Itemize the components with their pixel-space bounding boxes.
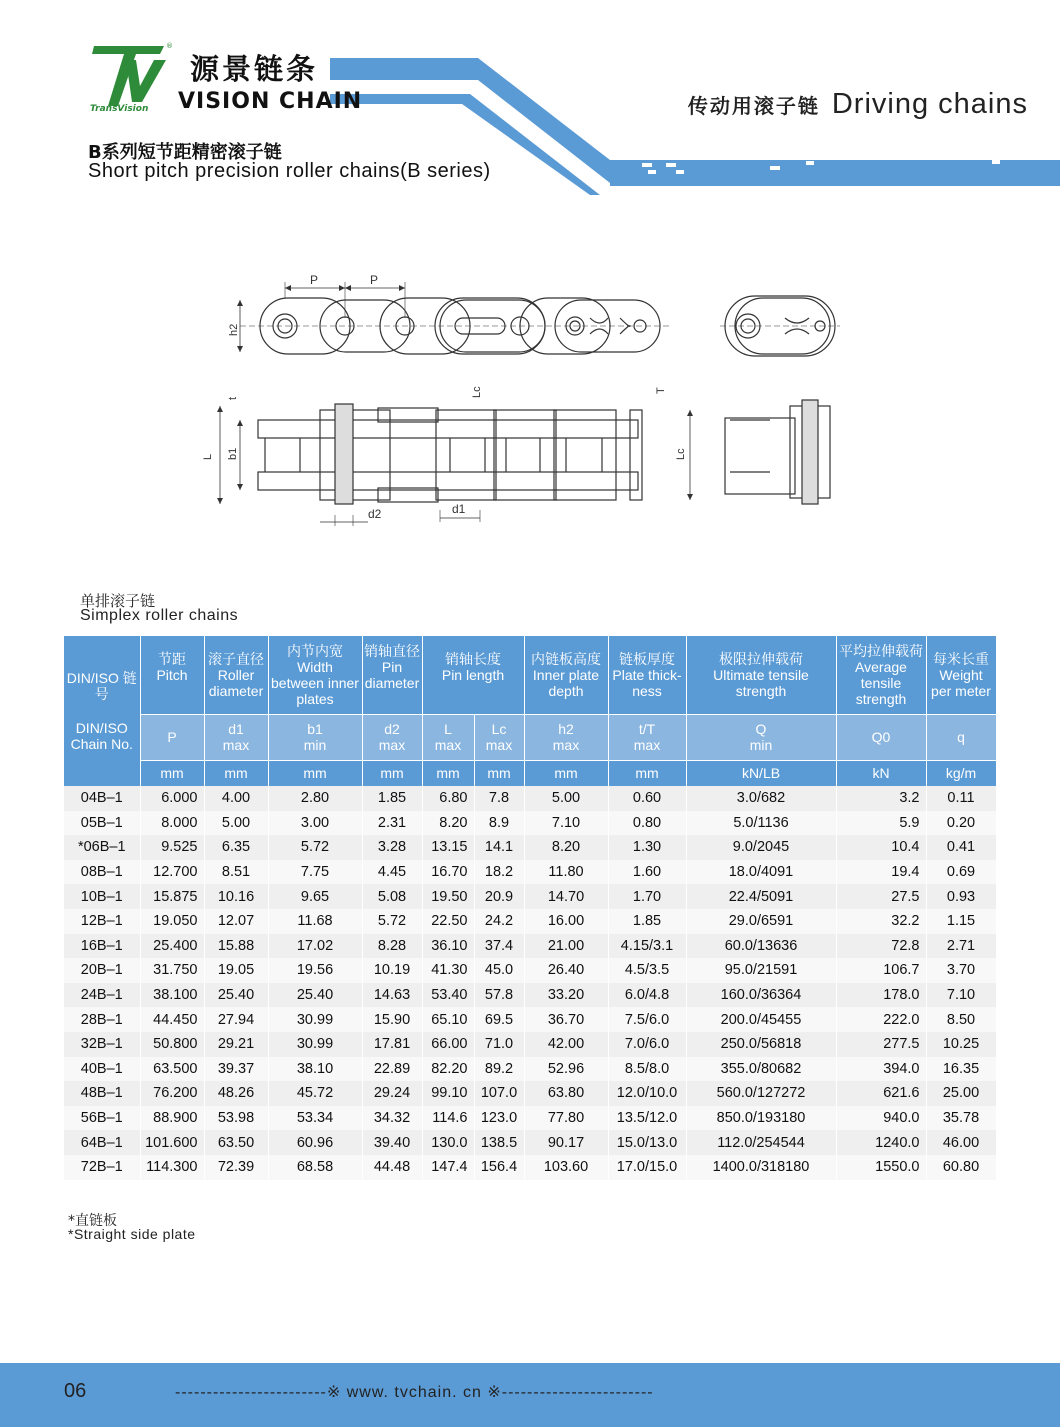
label-L: L: [202, 453, 214, 460]
table-cell: 8.5/8.0: [608, 1057, 686, 1082]
table-cell: 138.5: [474, 1130, 524, 1155]
table-caption-en: Simplex roller chains: [80, 607, 239, 624]
header-pin-length: 销轴长度 Pin length: [422, 636, 524, 714]
table-cell: 112.0/254544: [686, 1130, 836, 1155]
sym-L: L max: [422, 714, 474, 760]
table-cell: 21.00: [524, 934, 608, 959]
table-cell: 106.7: [836, 958, 926, 983]
table-cell: 19.050: [140, 909, 204, 934]
table-cell: 147.4: [422, 1155, 474, 1180]
table-cell: 89.2: [474, 1057, 524, 1082]
table-cell: 1.30: [608, 835, 686, 860]
table-cell: 31.750: [140, 958, 204, 983]
table-cell: *06B–1: [64, 835, 140, 860]
table-cell: 5.00: [204, 811, 268, 836]
table-cell: 38.100: [140, 983, 204, 1008]
table-cell: 46.00: [926, 1130, 996, 1155]
table-row: [64, 983, 996, 1008]
note-cn: *直链板: [68, 1213, 117, 1229]
table-cell: 1.85: [362, 786, 422, 811]
table-cell: 19.56: [268, 958, 362, 983]
label-d1: d1: [452, 502, 466, 516]
table-cell: 60.96: [268, 1130, 362, 1155]
table-cell: 8.51: [204, 860, 268, 885]
table-cell: 940.0: [836, 1106, 926, 1131]
table-cell: 26.40: [524, 958, 608, 983]
table-cell: 22.50: [422, 909, 474, 934]
table-cell: 45.0: [474, 958, 524, 983]
table-cell: 7.0/6.0: [608, 1032, 686, 1057]
table-cell: 32B–1: [64, 1032, 140, 1057]
table-cell: 12.07: [204, 909, 268, 934]
label-T: T: [655, 387, 667, 394]
table-cell: 17.0/15.0: [608, 1155, 686, 1180]
table-cell: 1240.0: [836, 1130, 926, 1155]
table-cell: 72B–1: [64, 1155, 140, 1180]
table-row: [64, 1081, 996, 1106]
table-cell: 34.32: [362, 1106, 422, 1131]
table-cell: 95.0/21591: [686, 958, 836, 983]
table-row: [64, 934, 996, 959]
table-row: [64, 835, 996, 860]
table-cell: 60.0/13636: [686, 934, 836, 959]
table-cell: 56B–1: [64, 1106, 140, 1131]
chain-top-view: [228, 273, 670, 354]
table-cell: 156.4: [474, 1155, 524, 1180]
table-cell: 65.10: [422, 1007, 474, 1032]
table-cell: 40B–1: [64, 1057, 140, 1082]
table-cell: 8.20: [524, 835, 608, 860]
header-category: [688, 88, 1028, 121]
unit-d1: mm: [204, 760, 268, 786]
table-cell: 8.000: [140, 811, 204, 836]
table-cell: 36.70: [524, 1007, 608, 1032]
table-cell: 7.8: [474, 786, 524, 811]
table-cell: 9.0/2045: [686, 835, 836, 860]
table-cell: 25.40: [204, 983, 268, 1008]
table-cell: 560.0/127272: [686, 1081, 836, 1106]
table-row: [64, 1155, 996, 1180]
header-width: 内节内宽 Width between inner plates: [268, 636, 362, 714]
header-plate-thickness: 链板厚度 Plate thick-ness: [608, 636, 686, 714]
table-cell: 15.875: [140, 884, 204, 909]
brand-name-en: VISION CHAIN: [178, 89, 363, 114]
table-cell: 13.5/12.0: [608, 1106, 686, 1131]
table-cell: 24B–1: [64, 983, 140, 1008]
table-cell: 0.60: [608, 786, 686, 811]
table-cell: 0.11: [926, 786, 996, 811]
table-cell: 52.96: [524, 1057, 608, 1082]
table-cell: 30.99: [268, 1007, 362, 1032]
chain-diagram: [190, 260, 850, 540]
table-cell: 18.0/4091: [686, 860, 836, 885]
table-cell: 33.20: [524, 983, 608, 1008]
table-cell: 6.0/4.8: [608, 983, 686, 1008]
table-cell: 35.78: [926, 1106, 996, 1131]
sym-Lc: Lc max: [474, 714, 524, 760]
sym-P: P: [140, 714, 204, 760]
table-cell: 2.31: [362, 811, 422, 836]
table-cell: 0.20: [926, 811, 996, 836]
table-cell: 25.00: [926, 1081, 996, 1106]
table-row: [64, 1032, 996, 1057]
table-cell: 29.0/6591: [686, 909, 836, 934]
table-cell: 1400.0/318180: [686, 1155, 836, 1180]
table-cell: 394.0: [836, 1057, 926, 1082]
table-row: [64, 811, 996, 836]
header-average-strength: 平均拉伸载荷 Average tensile strength: [836, 636, 926, 714]
table-cell: 24.2: [474, 909, 524, 934]
table-cell: 1550.0: [836, 1155, 926, 1180]
table-cell: 13.15: [422, 835, 474, 860]
header-roller-diameter: 滚子直径 Roller diameter: [204, 636, 268, 714]
table-cell: 36.10: [422, 934, 474, 959]
chain-side-view: [202, 386, 830, 526]
table-cell: 0.80: [608, 811, 686, 836]
table-cell: 63.50: [204, 1130, 268, 1155]
sym-q: q: [926, 714, 996, 760]
table-cell: 9.65: [268, 884, 362, 909]
table-cell: 20B–1: [64, 958, 140, 983]
table-cell: 22.4/5091: [686, 884, 836, 909]
table-cell: 5.72: [362, 909, 422, 934]
table-cell: 3.0/682: [686, 786, 836, 811]
table-cell: 16B–1: [64, 934, 140, 959]
unit-Q: kN/LB: [686, 760, 836, 786]
chain-end-view: [720, 296, 840, 356]
table-cell: 16.70: [422, 860, 474, 885]
spec-table: [64, 636, 997, 1180]
table-cell: 53.98: [204, 1106, 268, 1131]
table-cell: 42.00: [524, 1032, 608, 1057]
table-cell: 69.5: [474, 1007, 524, 1032]
table-cell: 4.45: [362, 860, 422, 885]
table-cell: 3.28: [362, 835, 422, 860]
table-cell: 0.69: [926, 860, 996, 885]
table-cell: 63.80: [524, 1081, 608, 1106]
table-cell: 28B–1: [64, 1007, 140, 1032]
label-Lc: Lc: [471, 386, 483, 398]
table-cell: 0.93: [926, 884, 996, 909]
table-cell: 8.50: [926, 1007, 996, 1032]
table-cell: 123.0: [474, 1106, 524, 1131]
table-cell: 10.16: [204, 884, 268, 909]
sym-h2: h2 max: [524, 714, 608, 760]
table-cell: 76.200: [140, 1081, 204, 1106]
sym-tT: t/T max: [608, 714, 686, 760]
table-cell: 6.000: [140, 786, 204, 811]
table-cell: 850.0/193180: [686, 1106, 836, 1131]
table-cell: 99.10: [422, 1081, 474, 1106]
table-cell: 3.2: [836, 786, 926, 811]
table-cell: 6.35: [204, 835, 268, 860]
table-cell: 71.0: [474, 1032, 524, 1057]
table-cell: 19.4: [836, 860, 926, 885]
table-cell: 10B–1: [64, 884, 140, 909]
label-Lc-right: Lc: [675, 448, 687, 460]
brand-logo: [88, 40, 173, 114]
table-cell: 0.41: [926, 835, 996, 860]
table-cell: 12B–1: [64, 909, 140, 934]
table-cell: 15.0/13.0: [608, 1130, 686, 1155]
label-b1: b1: [227, 447, 239, 460]
table-cell: 160.0/36364: [686, 983, 836, 1008]
sym-Q0: Q0: [836, 714, 926, 760]
sym-d1: d1 max: [204, 714, 268, 760]
label-d2: d2: [368, 507, 382, 521]
table-cell: 5.08: [362, 884, 422, 909]
table-cell: 4.5/3.5: [608, 958, 686, 983]
sym-d2: d2 max: [362, 714, 422, 760]
table-cell: 72.8: [836, 934, 926, 959]
table-cell: 1.70: [608, 884, 686, 909]
table-cell: 130.0: [422, 1130, 474, 1155]
table-cell: 72.39: [204, 1155, 268, 1180]
table-cell: 32.2: [836, 909, 926, 934]
table-cell: 621.6: [836, 1081, 926, 1106]
table-cell: 39.37: [204, 1057, 268, 1082]
table-cell: 22.89: [362, 1057, 422, 1082]
unit-tT: mm: [608, 760, 686, 786]
footer-website[interactable]: ------------------------※ www. tvchain. cn ※------------------------: [175, 1384, 654, 1401]
header-plate-depth: 内链板高度 Inner plate depth: [524, 636, 608, 714]
table-cell: 7.75: [268, 860, 362, 885]
table-cell: 7.10: [926, 983, 996, 1008]
table-cell: 3.70: [926, 958, 996, 983]
table-cell: 2.71: [926, 934, 996, 959]
table-cell: 4.15/3.1: [608, 934, 686, 959]
table-cell: 57.8: [474, 983, 524, 1008]
table-cell: 82.20: [422, 1057, 474, 1082]
table-cell: 63.500: [140, 1057, 204, 1082]
table-cell: 1.60: [608, 860, 686, 885]
table-row: [64, 860, 996, 885]
header-pitch: 节距 Pitch: [140, 636, 204, 714]
table-cell: 11.68: [268, 909, 362, 934]
header-ultimate-strength: 极限拉伸载荷 Ultimate tensile strength: [686, 636, 836, 714]
table-caption-cn: 单排滚子链: [80, 592, 156, 610]
table-cell: 2.80: [268, 786, 362, 811]
sym-Q: Q min: [686, 714, 836, 760]
table-cell: 3.00: [268, 811, 362, 836]
header-pin-diameter: 销轴直径 Pin diameter: [362, 636, 422, 714]
table-cell: 114.6: [422, 1106, 474, 1131]
table-cell: 277.5: [836, 1032, 926, 1057]
table-cell: 17.81: [362, 1032, 422, 1057]
table-cell: 9.525: [140, 835, 204, 860]
table-cell: 7.10: [524, 811, 608, 836]
table-cell: 4.00: [204, 786, 268, 811]
table-cell: 50.800: [140, 1032, 204, 1057]
unit-b1: mm: [268, 760, 362, 786]
table-cell: 64B–1: [64, 1130, 140, 1155]
table-cell: 18.2: [474, 860, 524, 885]
header-chain-no-cn: DIN/ISO 链号: [66, 670, 137, 702]
table-cell: 37.4: [474, 934, 524, 959]
table-row: [64, 786, 996, 811]
table-cell: 04B–1: [64, 786, 140, 811]
table-cell: 16.35: [926, 1057, 996, 1082]
table-cell: 8.9: [474, 811, 524, 836]
table-cell: 103.60: [524, 1155, 608, 1180]
table-cell: 355.0/80682: [686, 1057, 836, 1082]
table-cell: 8.20: [422, 811, 474, 836]
table-cell: 178.0: [836, 983, 926, 1008]
section-title-cn: B系列短节距精密滚子链: [88, 142, 282, 163]
header-chain-no: [64, 636, 140, 786]
table-cell: 5.9: [836, 811, 926, 836]
table-cell: 38.10: [268, 1057, 362, 1082]
unit-Q0: kN: [836, 760, 926, 786]
table-cell: 29.24: [362, 1081, 422, 1106]
table-cell: 10.25: [926, 1032, 996, 1057]
table-cell: 10.4: [836, 835, 926, 860]
table-cell: 68.58: [268, 1155, 362, 1180]
category-en: Driving chains: [831, 88, 1028, 120]
table-cell: 15.88: [204, 934, 268, 959]
table-cell: 53.40: [422, 983, 474, 1008]
table-row: [64, 909, 996, 934]
table-cell: 77.80: [524, 1106, 608, 1131]
table-cell: 88.900: [140, 1106, 204, 1131]
unit-d2: mm: [362, 760, 422, 786]
table-cell: 66.00: [422, 1032, 474, 1057]
table-cell: 6.80: [422, 786, 474, 811]
table-row: [64, 1007, 996, 1032]
table-cell: 12.700: [140, 860, 204, 885]
note-en: *Straight side plate: [68, 1226, 196, 1242]
unit-P: mm: [140, 760, 204, 786]
table-cell: 30.99: [268, 1032, 362, 1057]
label-t: t: [227, 396, 239, 400]
table-row: [64, 958, 996, 983]
label-h2: h2: [228, 323, 240, 336]
table-row: [64, 884, 996, 909]
table-cell: 11.80: [524, 860, 608, 885]
table-cell: 250.0/56818: [686, 1032, 836, 1057]
table-cell: 44.48: [362, 1155, 422, 1180]
table-cell: 5.72: [268, 835, 362, 860]
unit-h2: mm: [524, 760, 608, 786]
table-cell: 17.02: [268, 934, 362, 959]
sym-b1: b1 min: [268, 714, 362, 760]
table-cell: 14.63: [362, 983, 422, 1008]
table-cell: 53.34: [268, 1106, 362, 1131]
label-p2: P: [370, 273, 379, 287]
table-row: [64, 1106, 996, 1131]
table-cell: 48B–1: [64, 1081, 140, 1106]
table-cell: 5.00: [524, 786, 608, 811]
page-number: 06: [64, 1380, 87, 1402]
table-cell: 19.05: [204, 958, 268, 983]
table-cell: 14.70: [524, 884, 608, 909]
logo-subtext: TransVision: [90, 104, 149, 114]
table-cell: 200.0/45455: [686, 1007, 836, 1032]
header-weight: 每米长重 Weight per meter: [926, 636, 996, 714]
category-cn: 传动用滚子链: [687, 94, 820, 118]
table-cell: 29.21: [204, 1032, 268, 1057]
unit-L: mm: [422, 760, 474, 786]
table-cell: 14.1: [474, 835, 524, 860]
unit-q: kg/m: [926, 760, 996, 786]
table-cell: 44.450: [140, 1007, 204, 1032]
table-cell: 45.72: [268, 1081, 362, 1106]
unit-Lc: mm: [474, 760, 524, 786]
table-cell: 1.85: [608, 909, 686, 934]
table-cell: 27.5: [836, 884, 926, 909]
table-cell: 15.90: [362, 1007, 422, 1032]
table-row: [64, 1130, 996, 1155]
table-cell: 1.15: [926, 909, 996, 934]
table-cell: 114.300: [140, 1155, 204, 1180]
spec-table-body: [64, 786, 996, 1180]
table-cell: 08B–1: [64, 860, 140, 885]
registered-mark: ®: [166, 42, 173, 50]
table-cell: 39.40: [362, 1130, 422, 1155]
header-chain-no-en: DIN/ISO Chain No.: [70, 720, 133, 752]
table-cell: 10.19: [362, 958, 422, 983]
table-cell: 7.5/6.0: [608, 1007, 686, 1032]
table-cell: 90.17: [524, 1130, 608, 1155]
table-cell: 05B–1: [64, 811, 140, 836]
table-cell: 101.600: [140, 1130, 204, 1155]
table-cell: 60.80: [926, 1155, 996, 1180]
table-cell: 41.30: [422, 958, 474, 983]
table-cell: 16.00: [524, 909, 608, 934]
table-cell: 12.0/10.0: [608, 1081, 686, 1106]
table-cell: 48.26: [204, 1081, 268, 1106]
table-row: [64, 1057, 996, 1082]
table-cell: 8.28: [362, 934, 422, 959]
table-cell: 20.9: [474, 884, 524, 909]
table-cell: 222.0: [836, 1007, 926, 1032]
table-cell: 19.50: [422, 884, 474, 909]
label-p1: P: [310, 273, 319, 287]
brand-name-cn: 源景链条: [190, 52, 319, 86]
table-cell: 25.40: [268, 983, 362, 1008]
section-title-en: Short pitch precision roller chains(B series): [88, 160, 491, 182]
table-cell: 107.0: [474, 1081, 524, 1106]
table-cell: 5.0/1136: [686, 811, 836, 836]
table-cell: 27.94: [204, 1007, 268, 1032]
table-cell: 25.400: [140, 934, 204, 959]
